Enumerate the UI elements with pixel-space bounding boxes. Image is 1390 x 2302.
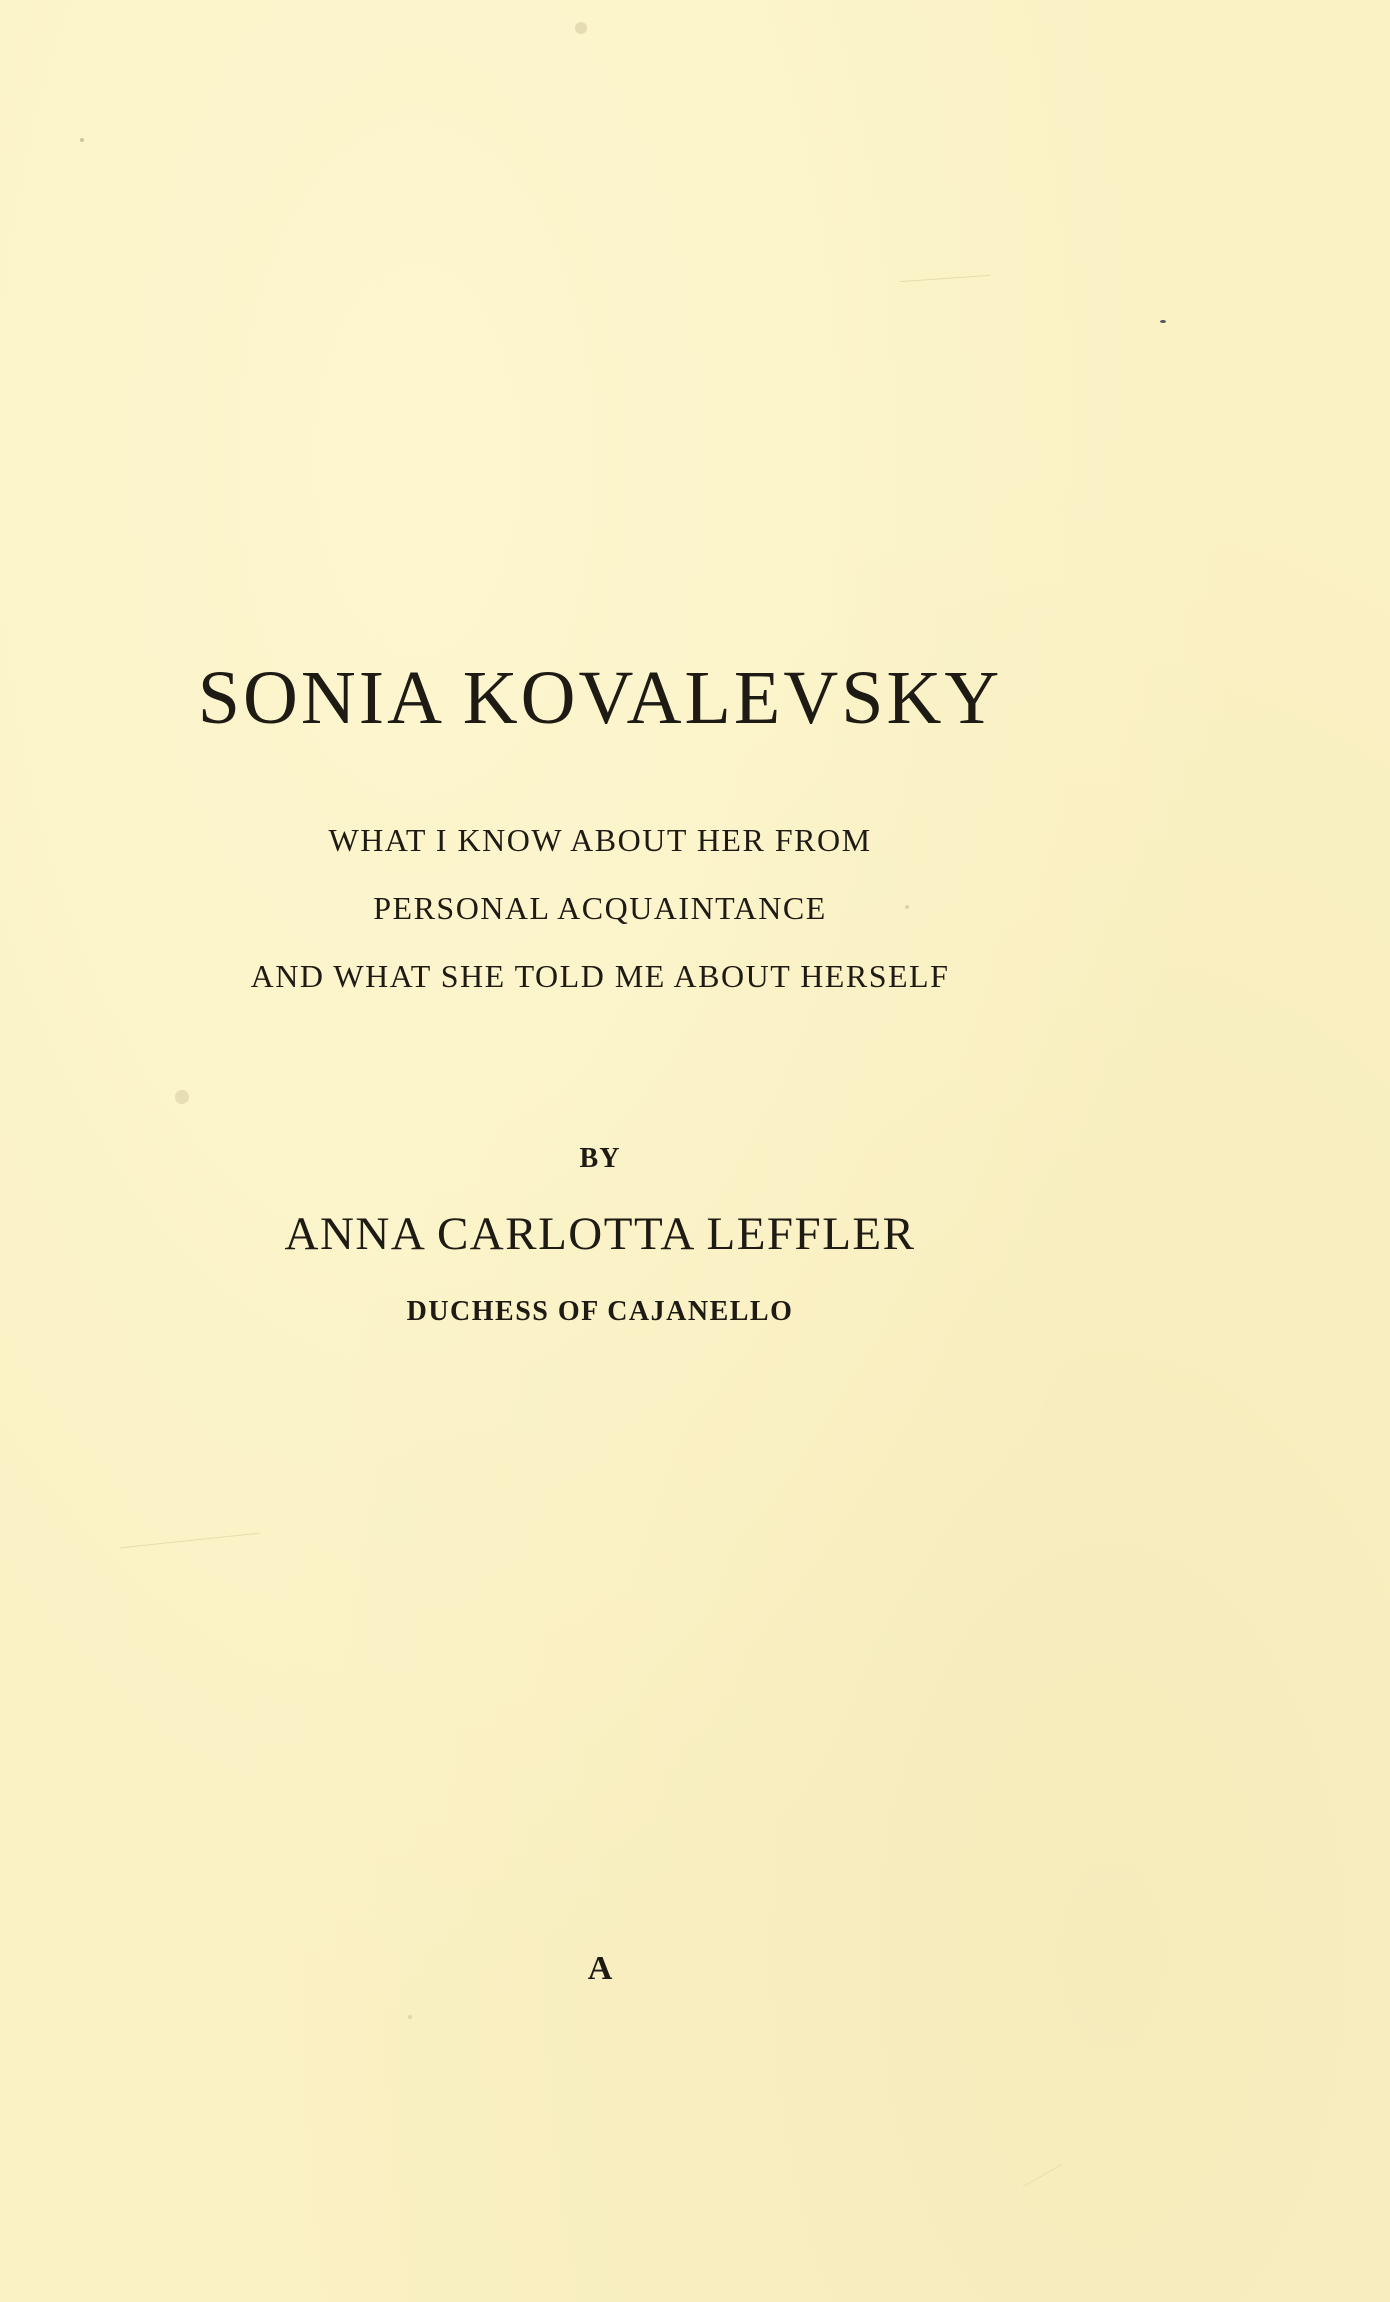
paper-speck [575, 22, 587, 34]
paper-scratch [900, 275, 990, 282]
author-name: ANNA CARLOTTA LEFFLER [284, 1208, 916, 1260]
subtitle-line-3: AND WHAT SHE TOLD ME ABOUT HERSELF [250, 958, 950, 994]
signature-letter: A [587, 1950, 613, 1987]
paper-speck [175, 1090, 189, 1104]
subtitle-line-1: WHAT I KNOW ABOUT HER FROM [328, 822, 872, 858]
by-label: BY [579, 1143, 621, 1174]
book-title: SONIA KOVALEVSKY [197, 656, 1003, 740]
author-title: DUCHESS OF CAJANELLO [406, 1296, 794, 1327]
paper-scratch [1023, 2164, 1062, 2187]
paper-scratch [120, 1533, 259, 1549]
subtitle-line-2: PERSONAL ACQUAINTANCE [373, 890, 827, 926]
paper-speck [80, 138, 84, 142]
paper-speck [1160, 320, 1166, 323]
paper-speck [408, 2015, 412, 2019]
